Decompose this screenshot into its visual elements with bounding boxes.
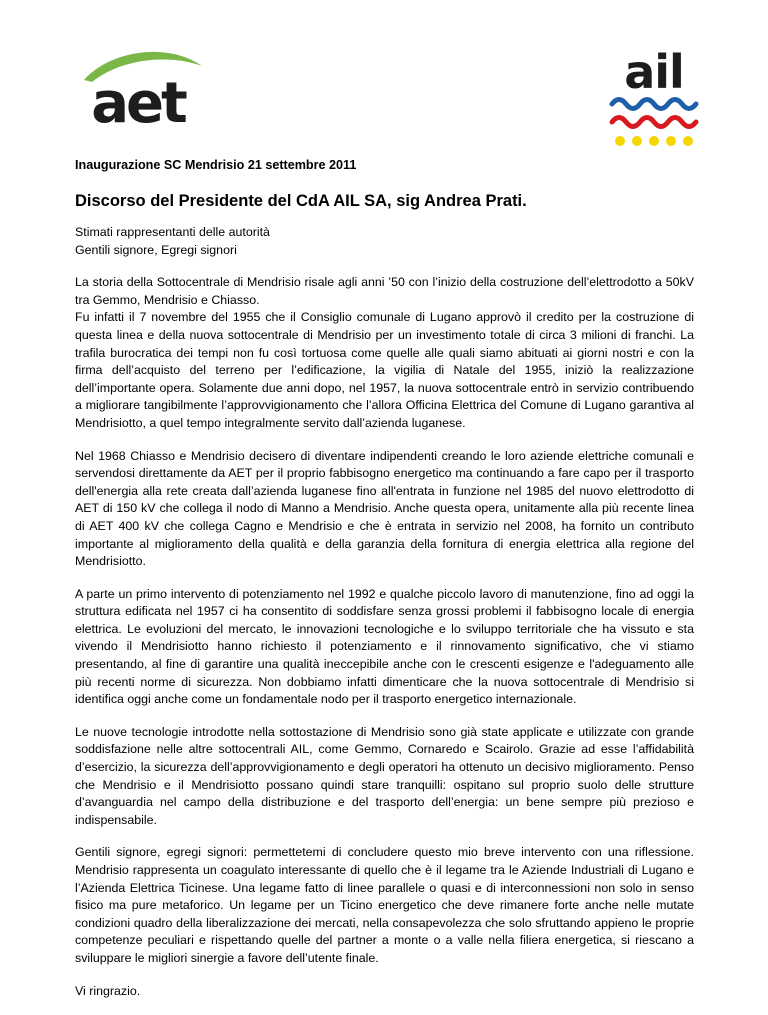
ail-logo-text: ail — [624, 48, 684, 99]
closing: Vi ringrazio. — [75, 983, 141, 998]
paragraph: Gentili signore, egregi signori: permettetemi di concludere questo mio breve intervento con una riflessione. Mendrisio rappresenta un coagulato interessante di quello che è il legame tra le Aziende Industriali di Lugano e l’Azienda Elettrica Ticinese. Una legame fatto di linee parallele o quasi e di interconnessioni non solo in senso fisico ma pure metaforico. Un legame per un Ticino energetico che deve rimanere forte anche nelle mutate condizioni quadro della liberalizzazione dei mercati, nella consapevolezza che solo sfruttando appieno le proprie competenze peculiari e rispettando quelle del partner a monte o a valle nella filiera energetica, si riescano a sviluppare le migliori sinergie a favore dell’utente finale. — [75, 845, 694, 965]
event-line: Inaugurazione SC Mendrisio 21 settembre 2011 — [75, 158, 357, 172]
salutation-line: Gentili signore, Egregi signori — [75, 242, 237, 257]
paragraph — [75, 274, 694, 432]
paragraph-sentence: Fu infatti il 7 novembre del 1955 che il Consiglio comunale di Lugano approvò il credito per la costruzione di questa linea e della nuova sottocentrale di Mendrisio per un investimento totale di circa 3 milioni di franchi. La trafila burocratica dei tempi non fu così tortuosa come quelle alle quali siamo abituati ai giorni nostri e con la firma dell’acquisto del terreno per l’edificazione, la vigilia di Natale del 1955, iniziò la realizzazione dell’importante opera. Solamente due anni dopo, nel 1957, la nuova sottocentrale entrò in servizio contribuendo a migliorare tangibilmente l’approvvigionamento che l’allora Officina Elettrica del Comune di Lugano garantiva al Mendrisiotto, a quel tempo integralmente servito dall’azienda luganese. — [75, 310, 694, 430]
ail-logo-red-wave — [612, 118, 696, 127]
salutation-line: Stimati rappresentanti delle autorità — [75, 225, 270, 239]
paragraph: Le nuove tecnologie introdotte nella sottostazione di Mendrisio sono già state applicate e utilizzate con grande soddisfazione nelle altre sottocentrali AIL, come Gemmo, Cornaredo e Scairolo. Grazie ad esse l’affidabilità d’esercizio, la sicurezza dell’approvvigionamento e degli operatori ha ottenuto un decisivo miglioramento. Penso che Mendrisio e il Mendrisiotto possano quindi stare tranquilli: ospitano sul proprio suolo delle strutture d’avanguardia nel campo della distribuzione e del trasporto dell’energia: un bene sempre più prezioso e indispensabile. — [75, 724, 694, 827]
ail-logo-yellow-dots — [615, 136, 693, 146]
speech-body — [75, 224, 694, 1015]
paragraph: A parte un primo intervento di potenziamento nel 1992 e qualche piccolo lavoro di manutenzione, fino ad oggi la struttura edificata nel 1957 ci ha consentito di soddisfare senza grossi problemi il fabbisogno locale di energia elettrica. Le evoluzioni del mercato, le innovazioni tecnologiche e lo sviluppo territoriale che ha vissuto e sta vivendo il Mendrisiotto hanno richiesto il potenziamento e il rinnovamento significativo, che vi stiamo presentando, al fine di garantire una qualità ineccepibile anche con le crescenti esigenze e l'adeguamento alle più recenti norme di sicurezza. Non dobbiamo infatti dimenticare che la nuova sottocentrale di Mendrisio si identifica oggi anche come un fondamentale nodo per il trasporto energetico internazionale. — [75, 586, 694, 707]
paragraph-sentence: La storia della Sottocentrale di Mendrisio risale agli anni ’50 con l’inizio della costruzione dell’elettrodotto a 50kV tra Gemmo, Mendrisio e Chiasso. — [75, 275, 694, 307]
speech-title: Discorso del Presidente del CdA AIL SA, sig Andrea Prati. — [75, 192, 527, 210]
salutation — [75, 224, 694, 259]
ail-logo-blue-wave — [612, 100, 696, 109]
aet-logo-text: aet — [91, 71, 185, 136]
ail-logo — [606, 48, 702, 153]
aet-logo — [70, 36, 210, 136]
paragraph: Nel 1968 Chiasso e Mendrisio decisero di diventare indipendenti creando le loro aziende elettriche comunali e servendosi direttamente da AET per il proprio fabbisogno energetico ma continuando a fare capo per il trasporto dell'energia alla rete creata dall’azienda luganese fino all'entrata in funzione nel 1985 del nuovo elettrodotto di AET di 150 kV che collega il nodo di Manno a Mendrisio. Anche questa opera, unitamente alla più recente linea di AET 400 kV che collega Cagno e Mendrisio e che è entrata in servizio nel 2008, ha fornito un contributo importante al miglioramento della qualità e della garanzia della fornitura di energia elettrica alla regione del Mendrisiotto. — [75, 448, 694, 569]
